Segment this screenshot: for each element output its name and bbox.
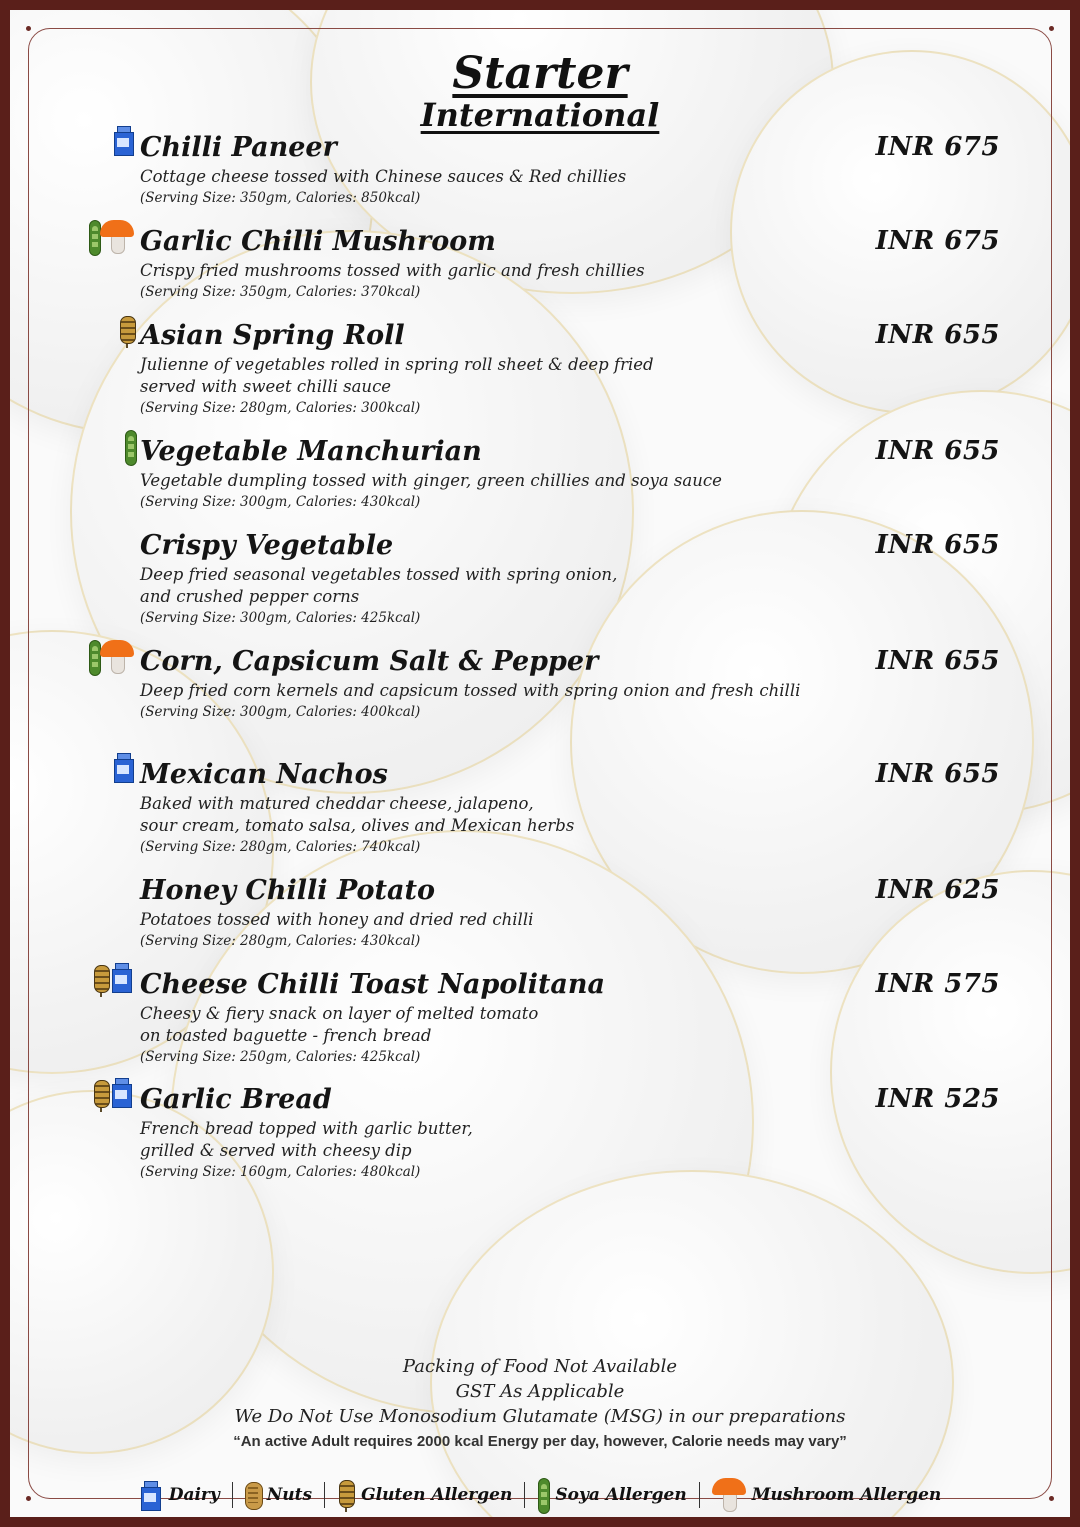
menu-item [140, 969, 1000, 1067]
menu-item [140, 226, 1000, 302]
menu-page [10, 10, 1070, 1517]
item-price: INR 655 [875, 320, 1000, 350]
corner-dot [1049, 26, 1054, 31]
legend-item [537, 1478, 686, 1512]
mushroom-icon [100, 220, 134, 254]
legend-separator [232, 1482, 233, 1508]
item-serving-info: (Serving Size: 350gm, Calories: 370kcal) [140, 284, 421, 300]
item-serving-info: (Serving Size: 250gm, Calories: 425kcal) [140, 1049, 421, 1065]
item-price: INR 655 [875, 646, 1000, 676]
item-description: Cottage cheese tossed with Chinese sauces & Red chillies [140, 167, 627, 186]
item-description: Vegetable dumpling tossed with ginger, green chillies and soya sauce [140, 471, 722, 490]
item-name: Mexican Nachos [140, 759, 388, 790]
menu-item [140, 320, 1000, 418]
nuts-icon [245, 1482, 261, 1508]
gluten-icon [337, 1478, 355, 1512]
item-name: Asian Spring Roll [140, 320, 405, 351]
menu-item [140, 875, 1000, 951]
item-description: and crushed pepper corns [140, 587, 360, 606]
legend-separator [699, 1482, 700, 1508]
soya-icon [88, 220, 100, 254]
item-name: Corn, Capsicum Salt & Pepper [140, 646, 599, 677]
item-name: Garlic Chilli Mushroom [140, 226, 496, 257]
legend-label: Mushroom Allergen [751, 1485, 942, 1505]
dairy-icon [112, 126, 136, 154]
mushroom-icon [712, 1478, 746, 1512]
menu-subtitle: International [420, 96, 660, 134]
menu-item [140, 759, 1000, 857]
menu-item [140, 530, 1000, 628]
allergen-legend [10, 1478, 1070, 1512]
legend-item [245, 1482, 312, 1508]
item-price: INR 575 [875, 969, 1000, 999]
legend-label: Soya Allergen [555, 1485, 687, 1505]
item-description: served with sweet chilli sauce [140, 377, 392, 396]
item-description: on toasted baguette - french bread [140, 1026, 432, 1045]
menu-item [140, 646, 1000, 722]
item-price: INR 675 [875, 132, 1000, 162]
menu-item [140, 1084, 1000, 1182]
legend-label: Nuts [266, 1485, 313, 1505]
item-price: INR 655 [875, 436, 1000, 466]
item-description: Potatoes tossed with honey and dried red chilli [140, 910, 534, 929]
allergen-icons [88, 220, 134, 256]
dairy-icon [110, 1078, 134, 1106]
gluten-icon [92, 1078, 110, 1112]
dairy-icon [110, 963, 134, 991]
legend-separator [524, 1482, 525, 1508]
item-description: Julienne of vegetables rolled in spring roll sheet & deep fried [140, 355, 654, 374]
legend-item [712, 1478, 942, 1512]
item-description: Baked with matured cheddar cheese, jalapeno, [140, 794, 534, 813]
soya-icon [88, 640, 100, 674]
item-description: Deep fried corn kernels and capsicum tossed with spring onion and fresh chilli [140, 681, 801, 700]
allergen-icons [118, 314, 136, 350]
allergen-icons [112, 753, 136, 789]
item-name: Crispy Vegetable [140, 530, 394, 561]
soya-icon [537, 1478, 549, 1512]
item-serving-info: (Serving Size: 280gm, Calories: 300kcal) [140, 400, 421, 416]
item-price: INR 525 [875, 1084, 1000, 1114]
item-price: INR 675 [875, 226, 1000, 256]
item-serving-info: (Serving Size: 160gm, Calories: 480kcal) [140, 1164, 421, 1180]
item-description: sour cream, tomato salsa, olives and Mexican herbs [140, 816, 575, 835]
allergen-icons [92, 1078, 134, 1114]
legend-item [337, 1478, 512, 1512]
menu-title: Starter [452, 48, 628, 99]
menu-item [140, 436, 1000, 512]
soya-icon [124, 430, 136, 464]
footer-gst: GST As Applicable [455, 1381, 625, 1402]
item-description: Cheesy & fiery snack on layer of melted tomato [140, 1004, 539, 1023]
dairy-icon [139, 1481, 163, 1509]
item-description: French bread topped with garlic butter, [140, 1119, 473, 1138]
gluten-icon [118, 314, 136, 348]
item-serving-info: (Serving Size: 280gm, Calories: 740kcal) [140, 839, 421, 855]
item-description: Crispy fried mushrooms tossed with garlic and fresh chillies [140, 261, 645, 280]
legend-label: Dairy [168, 1485, 220, 1505]
item-serving-info: (Serving Size: 350gm, Calories: 850kcal) [140, 190, 421, 206]
menu-item [140, 132, 1000, 208]
legend-label: Gluten Allergen [361, 1485, 513, 1505]
item-name: Honey Chilli Potato [140, 875, 435, 906]
item-serving-info: (Serving Size: 300gm, Calories: 425kcal) [140, 610, 421, 626]
item-name: Vegetable Manchurian [140, 436, 482, 467]
allergen-icons [112, 126, 136, 162]
item-serving-info: (Serving Size: 280gm, Calories: 430kcal) [140, 933, 421, 949]
item-name: Cheese Chilli Toast Napolitana [140, 969, 606, 1000]
allergen-icons [88, 640, 134, 676]
item-price: INR 655 [875, 530, 1000, 560]
mushroom-icon [100, 640, 134, 674]
item-price: INR 625 [875, 875, 1000, 905]
item-serving-info: (Serving Size: 300gm, Calories: 430kcal) [140, 494, 421, 510]
legend-item [139, 1481, 220, 1509]
allergen-icons [124, 430, 136, 466]
item-description: Deep fried seasonal vegetables tossed with spring onion, [140, 565, 618, 584]
dairy-icon [112, 753, 136, 781]
gluten-icon [92, 963, 110, 997]
legend-separator [324, 1482, 325, 1508]
item-description: grilled & served with cheesy dip [140, 1141, 412, 1160]
item-price: INR 655 [875, 759, 1000, 789]
footer-msg: We Do Not Use Monosodium Glutamate (MSG) in our preparations [234, 1406, 846, 1427]
item-serving-info: (Serving Size: 300gm, Calories: 400kcal) [140, 704, 421, 720]
item-name: Garlic Bread [140, 1084, 332, 1115]
item-name: Chilli Paneer [140, 132, 337, 163]
footer-packing: Packing of Food Not Available [402, 1356, 678, 1377]
footer-calorie-note: “An active Adult requires 2000 kcal Energy per day, however, Calorie needs may vary” [233, 1433, 847, 1450]
corner-dot [26, 26, 31, 31]
allergen-icons [92, 963, 134, 999]
